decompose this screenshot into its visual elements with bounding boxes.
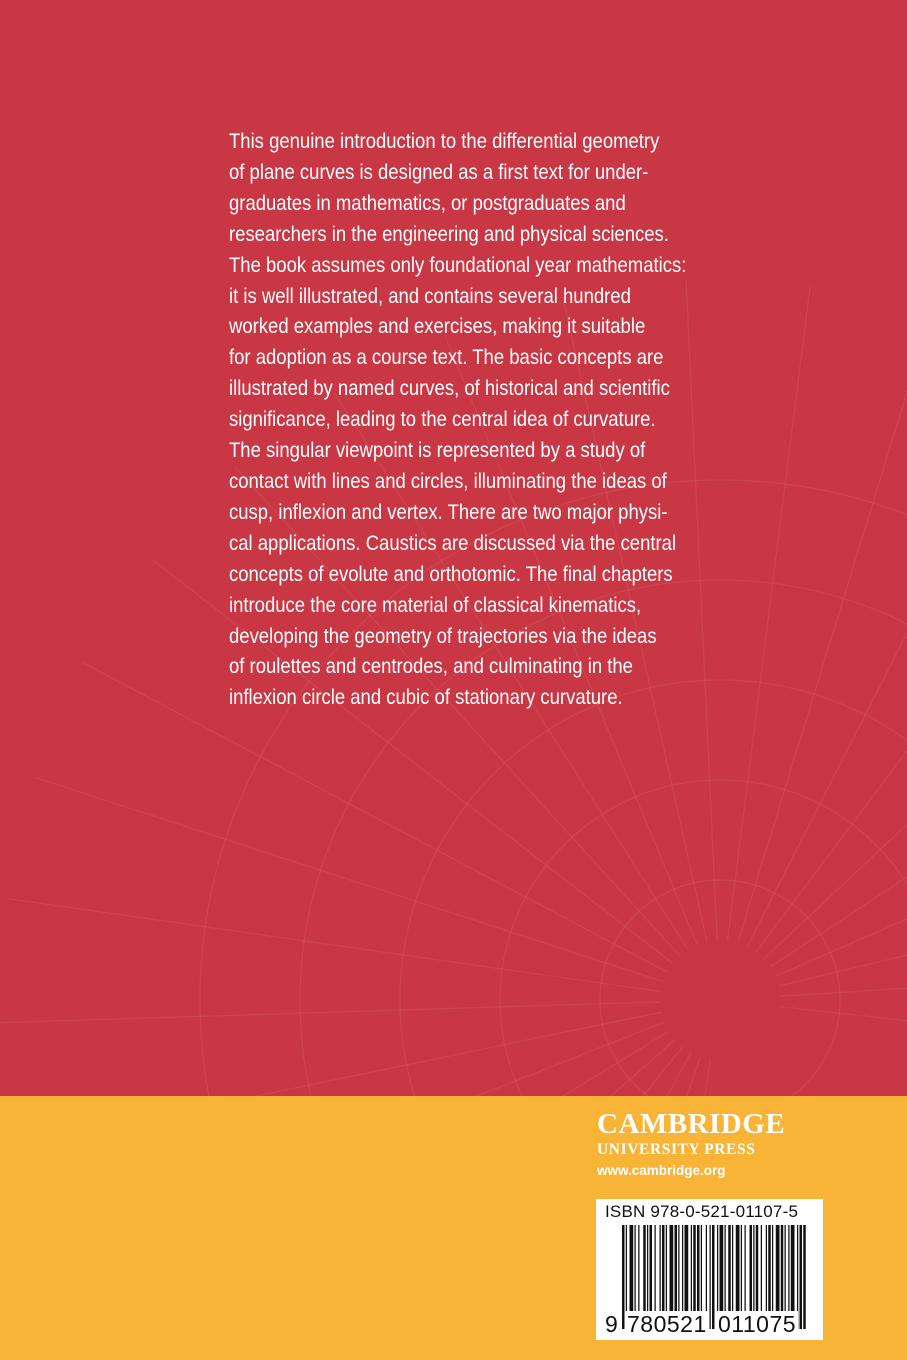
decor-ray — [0, 1002, 660, 1023]
description-line: inflexion circle and cubic of stationary curvature. — [229, 685, 623, 710]
decor-ray — [775, 714, 907, 976]
barcode-bar — [800, 1225, 803, 1329]
decor-circle — [400, 680, 907, 1096]
decor-ray — [770, 605, 907, 967]
description-line: of roulettes and centrodes, and culminating in the — [229, 654, 633, 679]
publisher-url: www.cambridge.org — [597, 1163, 726, 1178]
barcode-bar — [803, 1225, 806, 1329]
description-line: introduce the core material of classical kinematics, — [229, 592, 642, 617]
description-line: contact with lines and circles, illuminating the ideas of — [229, 468, 667, 493]
description-line: developing the geometry of trajectories via the ideas — [229, 623, 657, 648]
description-line: This genuine introduction to the differential geometry — [229, 129, 660, 153]
isbn-label: ISBN 978-0-521-01107-5 — [605, 1202, 799, 1221]
description-line: researchers in the engineering and physical sciences. — [229, 221, 669, 246]
decor-ray — [780, 1007, 907, 1079]
barcode-bar — [710, 1225, 711, 1329]
description-line: illustrated by named curves, of historical and scientific — [229, 376, 670, 401]
description-line: significance, leading to the central idea of curvature. — [229, 407, 656, 432]
decor-ray — [51, 1022, 665, 1096]
decor-ray — [756, 424, 907, 952]
description-line: The singular viewpoint is represented by a study of — [229, 438, 646, 463]
decor-ray — [106, 1031, 669, 1096]
decor-ray — [270, 1047, 683, 1096]
publisher-logo — [597, 1107, 827, 1181]
decor-ray — [607, 1059, 710, 1096]
barcode-digit-group-left: 780521 — [627, 1311, 707, 1337]
book-description — [229, 126, 745, 713]
barcode-digit-first: 9 — [605, 1311, 619, 1337]
description-line: for adoption as a course text. The basic concepts are — [229, 345, 664, 370]
decor-ray — [35, 778, 663, 982]
barcode-digit-group-right: 011075 — [718, 1311, 797, 1337]
description-line: worked examples and exercises, making it suitable — [229, 314, 646, 339]
barcode-bar — [712, 1225, 715, 1329]
decor-ray — [7, 899, 660, 992]
description-line: of plane curves is designed as a first text for under- — [229, 159, 649, 184]
description-line: The book assumes only foundational year mathematics: — [229, 252, 687, 277]
description-line: concepts of evolute and orthotomic. The final chapters — [229, 561, 673, 586]
decor-ray — [15, 1012, 661, 1096]
decor-circle — [500, 780, 907, 1096]
description-line: it is well illustrated, and contains several hundred — [229, 283, 631, 308]
decor-ray — [780, 955, 907, 996]
publisher-subtitle: UNIVERSITY PRESS — [597, 1141, 756, 1158]
description-line: graduates in mathematics, or postgraduates and — [229, 190, 626, 215]
description-line: cusp, inflexion and vertex. There are two major physi- — [229, 499, 668, 524]
isbn-barcode-box — [596, 1199, 823, 1340]
publisher-name: CAMBRIDGE — [597, 1108, 786, 1140]
description-line: cal applications. Caustics are discussed via the central — [229, 530, 677, 555]
decor-ray — [180, 1040, 675, 1096]
